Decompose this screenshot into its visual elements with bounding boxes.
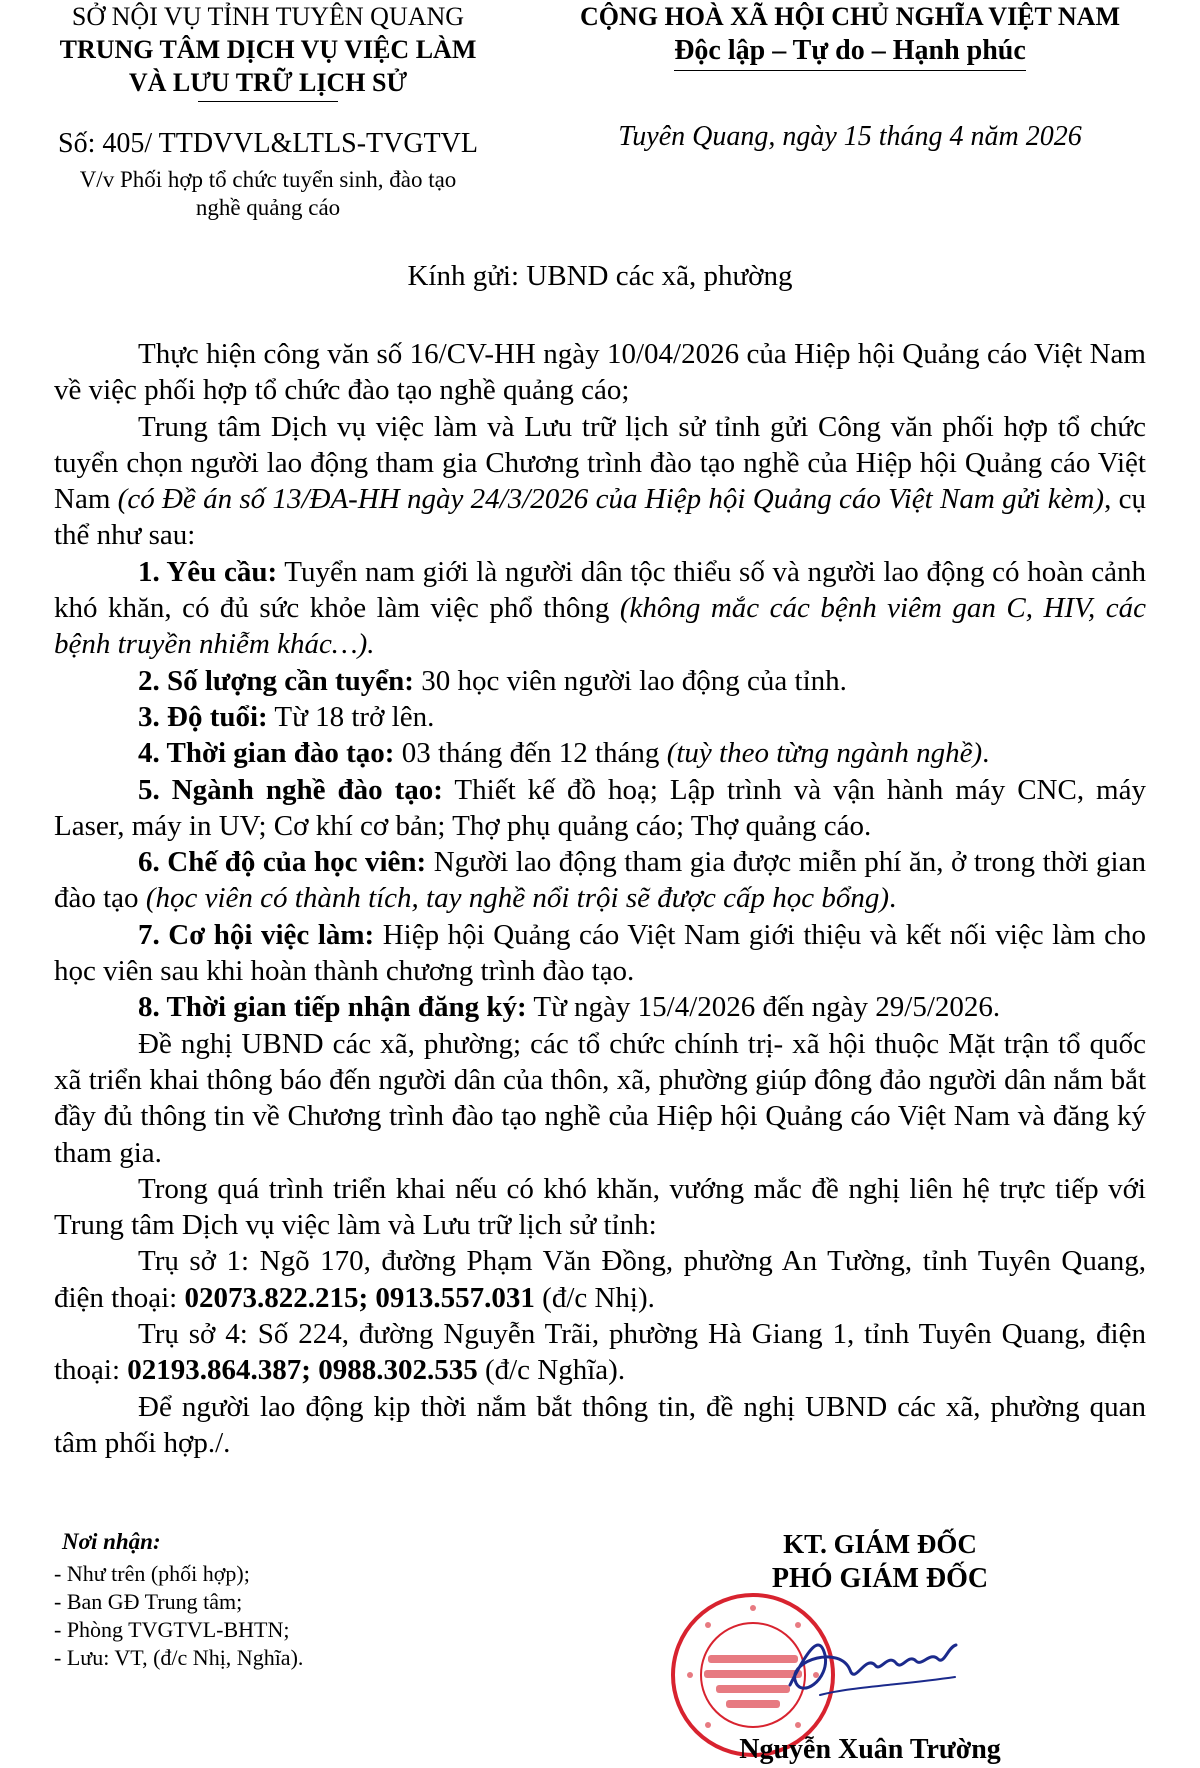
list-item: 8. Thời gian tiếp nhận đăng ký: Từ ngày 15/4/2026 đến ngày 29/5/2026. (138, 991, 1001, 1024)
signer-name: Nguyễn Xuân Trường (739, 1734, 1001, 1765)
recipients-title: Nơi nhận: (62, 1529, 161, 1554)
office-4-contact: Trụ sở 4: Số 224, đường Nguyễn Trãi, phường Hà Giang 1, tỉnh Tuyên Quang, điện thoại: 02193.864.387; 0988.302.535 (đ/c Nghĩa). (54, 1318, 1146, 1387)
signer-on-behalf: KT. GIÁM ĐỐC (783, 1529, 977, 1559)
national-header (560, 0, 1140, 155)
agency-parent: SỞ NỘI VỤ TỈNH TUYÊN QUANG (71, 2, 465, 31)
nation-title: CỘNG HOÀ XÃ HỘI CHỦ NGHĨA VIỆT NAM (579, 2, 1121, 31)
place-date: Tuyên Quang, ngày 15 tháng 4 năm 2026 (618, 121, 1082, 152)
national-motto: Độc lập – Tự do – Hạnh phúc (674, 33, 1026, 71)
paragraph-reference: Thực hiện công văn số 16/CV-HH ngày 10/04/2026 của Hiệp hội Quảng cáo Việt Nam về việc phối hợp tổ chức đào tạo nghề quảng cáo; (54, 338, 1146, 407)
addressee: Kính gửi: UBND các xã, phường (407, 260, 793, 292)
agency-header (18, 0, 518, 222)
office-1-phone: 02073.822.215; 0913.557.031 (184, 1281, 535, 1314)
paragraph-request: Đề nghị UBND các xã, phường; các tổ chức chính trị- xã hội thuộc Mặt trận tổ quốc xã triển khai thông báo đến người dân của thôn, xã, phường giúp đông đảo người dân nắm bắt đầy đủ thông tin về Chương trình đào tạo nghề của Hiệp hội Quảng cáo Việt Nam và đăng ký tham gia. (54, 1027, 1146, 1169)
agency-name-line1: TRUNG TÂM DỊCH VỤ VIỆC LÀM (59, 35, 477, 64)
signer-position: PHÓ GIÁM ĐỐC (771, 1563, 989, 1594)
subject-line2: nghề quảng cáo (195, 195, 341, 220)
recipient-item: - Phòng TVGTVL-BHTN; (54, 1617, 290, 1642)
recipients-block (54, 1528, 574, 1672)
list-item: 4. Thời gian đào tạo: 03 tháng đến 12 tháng (tuỳ theo từng ngành nghề). (138, 737, 990, 770)
list-item: 2. Số lượng cần tuyển: 30 học viên người lao động của tỉnh. (138, 664, 847, 697)
document-number: Số: 405/ TTDVVL&LTLS-TVGTVL (58, 128, 478, 159)
list-item: 6. Chế độ của học viên: Người lao động tham gia được miễn phí ăn, ở trong thời gian đào tạo (học viên có thành tích, tay nghề nổi trội sẽ được cấp học bổng). (54, 846, 1146, 915)
signature-block (660, 1528, 1100, 1597)
paragraph-intro: Trung tâm Dịch vụ việc làm và Lưu trữ lịch sử tỉnh gửi Công văn phối hợp tổ chức tuyển chọn người lao động tham gia Chương trình đào tạo nghề của Hiệp hội Quảng cáo Việt Nam (có Đề án số 13/ĐA-HH ngày 24/3/2026 của Hiệp hội Quảng cáo Việt Nam gửi kèm), cụ thể như sau: (54, 410, 1147, 552)
office-4-phone: 02193.864.387; 0988.302.535 (127, 1354, 478, 1387)
agency-underline (198, 101, 338, 102)
recipient-item: - Ban GĐ Trung tâm; (54, 1589, 243, 1614)
paragraph-contact: Trong quá trình triển khai nếu có khó khăn, vướng mắc đề nghị liên hệ trực tiếp với Trung tâm Dịch vụ việc làm và Lưu trữ lịch sử tỉnh: (54, 1172, 1146, 1242)
office-1-contact: Trụ sở 1: Ngõ 170, đường Phạm Văn Đồng, phường An Tường, tỉnh Tuyên Quang, điện thoại: 02073.822.215; 0913.557.031 (đ/c Nhị). (54, 1245, 1146, 1314)
handwritten-signature-icon (780, 1625, 970, 1710)
list-item: 3. Độ tuổi: Từ 18 trở lên. (138, 700, 435, 733)
list-item: 1. Yêu cầu: Tuyển nam giới là người dân tộc thiểu số và người lao động có hoàn cảnh khó khăn, có đủ sức khỏe làm việc phổ thông (không mắc các bệnh viêm gan C, HIV, các bệnh truyền nhiễm khác…). (54, 555, 1146, 661)
subject-line1: V/v Phối hợp tổ chức tuyển sinh, đào tạo (79, 167, 457, 192)
recipient-item: - Như trên (phối hợp); (54, 1561, 250, 1586)
list-item: 5. Ngành nghề đào tạo: Thiết kế đồ hoạ; Lập trình và vận hành máy CNC, máy Laser, máy in UV; Cơ khí cơ bản; Thợ phụ quảng cáo; Thợ quảng cáo. (54, 773, 1146, 842)
agency-name-line2: VÀ LƯU TRỮ LỊCH SỬ (128, 68, 408, 97)
recipient-item: - Lưu: VT, (đ/c Nhị, Nghĩa). (54, 1645, 304, 1670)
list-item: 7. Cơ hội việc làm: Hiệp hội Quảng cáo Việt Nam giới thiệu và kết nối việc làm cho học viên sau khi hoàn thành chương trình đào tạo. (54, 918, 1146, 988)
paragraph-closing: Để người lao động kịp thời nắm bắt thông tin, đề nghị UBND các xã, phường quan tâm phối hợp./. (54, 1390, 1146, 1459)
document-body (54, 336, 1146, 1461)
